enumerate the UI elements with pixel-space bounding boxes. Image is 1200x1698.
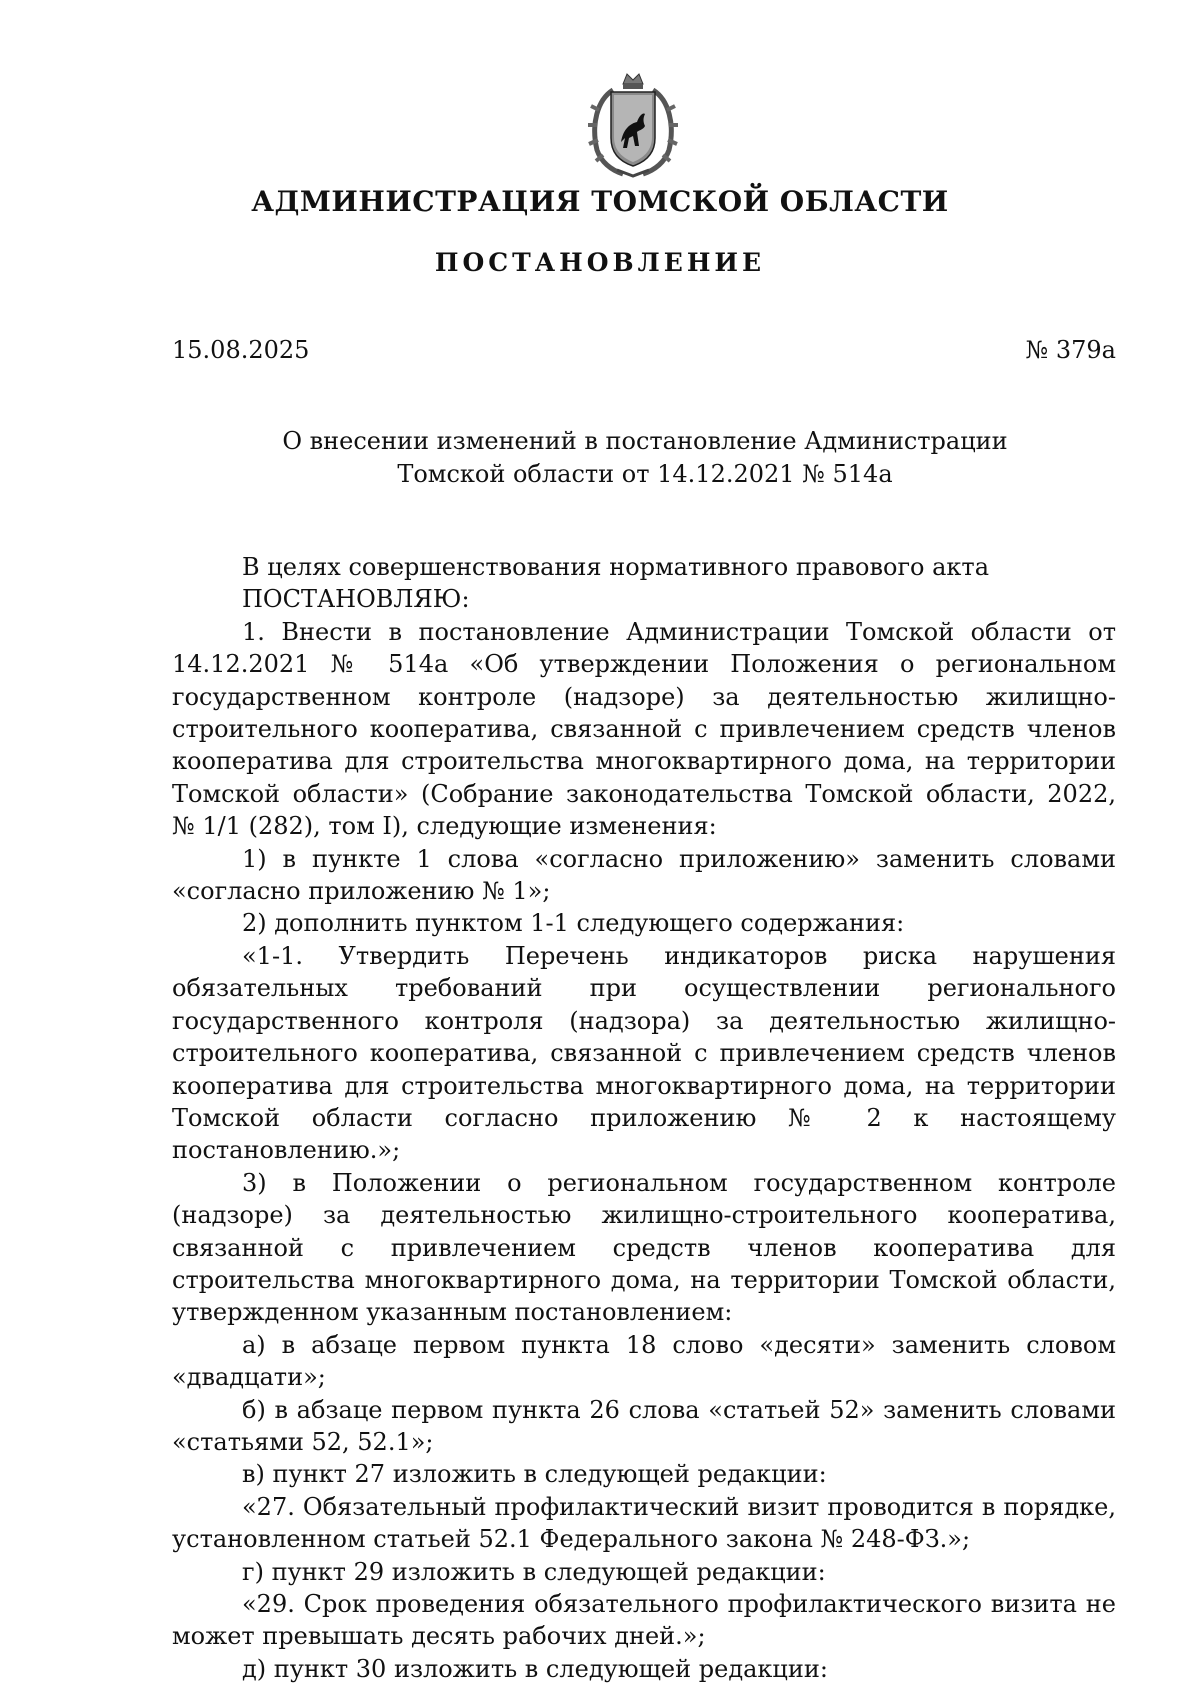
document-date: 15.08.2025 (172, 336, 310, 364)
document-number: № 379а (1025, 336, 1116, 364)
coat-of-arms-icon (583, 70, 683, 180)
decree-word: ПОСТАНОВЛЯЮ: (242, 585, 470, 614)
paragraph-quote-29: «29. Срок проведения обязательного профилактического визита не может превышать десять рабочих дней.»; (172, 1590, 1116, 1651)
paragraph-quote-1-1: «1-1. Утвердить Перечень индикаторов риска нарушения обязательных требований при осуществлении регионального государственного контроля (надзора) за деятельностью жилищно-строительного кооператива, связанной с привлечением средств членов кооператива для строительства многоквартирного дома, на территории Томской области согласно приложению № 2 к настоящему постановлению.»; (172, 941, 1116, 1165)
paragraph-item-3: 3) в Положении о региональном государственном контроле (надзоре) за деятельностью жилищно-строительного кооператива, связанной с привлечением средств членов кооператива для строительства многоквартирного дома, на территории Томской области, утвержденном указанным постановлением: (172, 1168, 1116, 1327)
paragraph-quote-27: «27. Обязательный профилактический визит проводится в порядке, установленном статьей 52.1 Федерального закона № 248-ФЗ.»; (172, 1492, 1116, 1554)
paragraph-item-1: 1) в пункте 1 слова «согласно приложению» заменить словами «согласно приложению № 1»; (172, 844, 1116, 906)
document-type: ПОСТАНОВЛЕНИЕ (434, 248, 766, 277)
subject-line-2: Томской области от 14.12.2021 № 514а (397, 460, 893, 488)
paragraph-subitem-a: а) в абзаце первом пункта 18 слово «десяти» заменить словом «двадцати»; (172, 1330, 1116, 1392)
paragraph-subitem-v: в) пункт 27 изложить в следующей редакции: (242, 1460, 827, 1489)
paragraph-subitem-g: г) пункт 29 изложить в следующей редакции: (242, 1557, 826, 1586)
document-body (172, 551, 1116, 1685)
document-subject (0, 425, 1200, 491)
paragraph-subitem-d: д) пункт 30 изложить в следующей редакции: (242, 1654, 828, 1683)
subject-line-1: О внесении изменений в постановление Администрации (282, 427, 1008, 455)
paragraph-1: 1. Внести в постановление Администрации Томской области от 14.12.2021 № 514а «Об утверждении Положения о региональном государственном контроле (надзоре) за деятельностью жилищно-строительного кооператива, связанной с привлечением средств членов кооператива для строительства многоквартирного дома, на территории Томской области» (Собрание законодательства Томской области, 2022, № 1/1 (282), том I), следующие изменения: (172, 617, 1116, 841)
preamble: В целях совершенствования нормативного правового акта (242, 553, 989, 581)
paragraph-item-2: 2) дополнить пунктом 1-1 следующего содержания: (242, 909, 905, 938)
paragraph-subitem-b: б) в абзаце первом пункта 26 слова «статьей 52» заменить словами «статьями 52, 52.1»; (172, 1395, 1116, 1456)
organization-title: АДМИНИСТРАЦИЯ ТОМСКОЙ ОБЛАСТИ (251, 185, 949, 218)
